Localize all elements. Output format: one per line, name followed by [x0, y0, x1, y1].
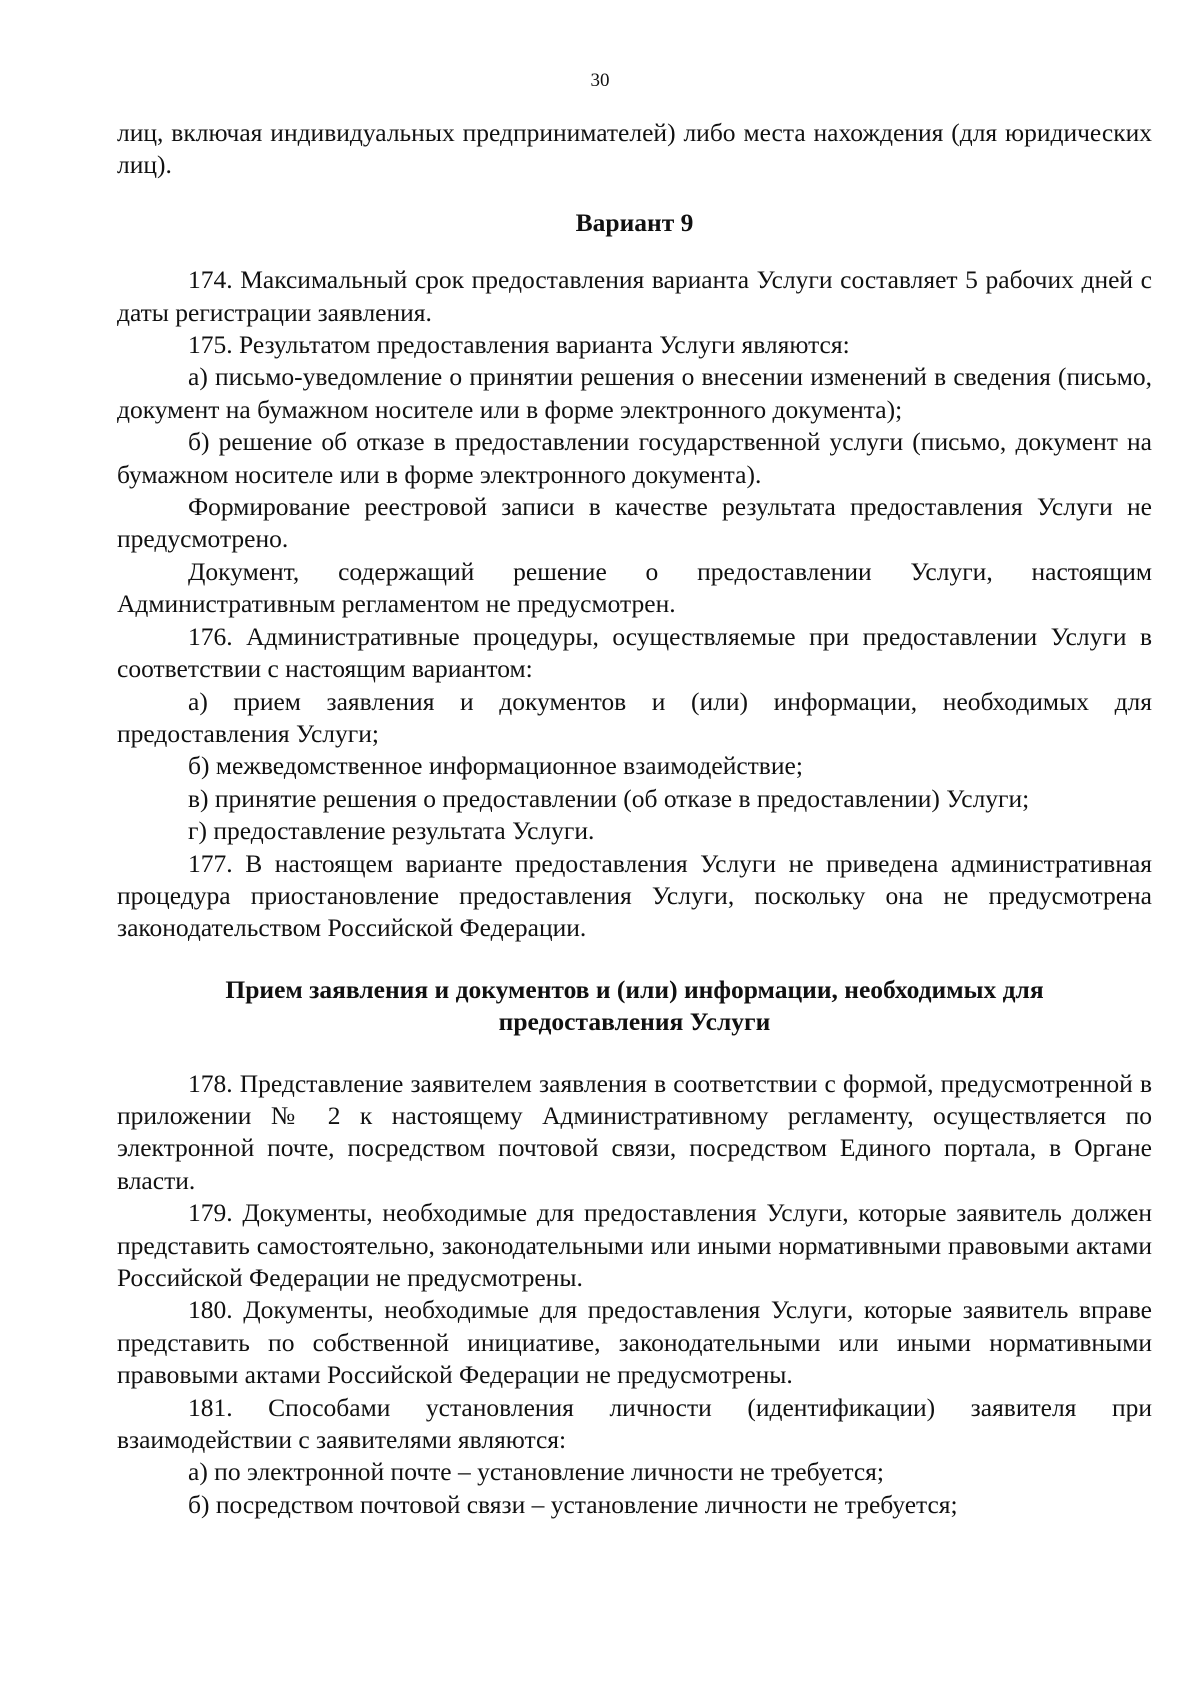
paragraph-181-a: а) по электронной почте – установление личности не требуется; [188, 1457, 884, 1487]
paragraph-175-b: б) решение об отказе в предоставлении государственной услуги (письмо, документ на бумажном носителе или в форме электронного документа). [117, 427, 1152, 489]
document-body [117, 117, 1152, 1521]
paragraph-176-b: б) межведомственное информационное взаимодействие; [188, 751, 803, 781]
paragraph-177: 177. В настоящем варианте предоставления Услуги не приведена административная процедура приостановление предоставления Услуги, поскольку она не предусмотрена законодательством Российской Федерации. [117, 848, 1152, 943]
paragraph-176-a: а) прием заявления и документов и (или) информации, необходимых для предоставления Услуги; [117, 686, 1152, 748]
variant-heading: Вариант 9 [575, 207, 694, 237]
paragraph-174: 174. Максимальный срок предоставления варианта Услуги составляет 5 рабочих дней с даты регистрации заявления. [117, 265, 1152, 327]
paragraph-178: 178. Представление заявителем заявления в соответствии с формой, предусмотренной в приложении № 2 к настоящему Административному регламенту, осуществляется по электронной почте, посредством почтовой связи, посредством Единого портала, в Органе власти. [117, 1068, 1152, 1195]
paragraph-176-v: в) принятие решения о предоставлении (об отказе в предоставлении) Услуги; [188, 783, 1030, 813]
paragraph-176: 176. Административные процедуры, осуществляемые при предоставлении Услуги в соответствии с настоящим вариантом: [117, 621, 1152, 684]
paragraph-registry-note: Формирование реестровой записи в качестве результата предоставления Услуги не предусмотрено. [117, 492, 1152, 554]
paragraph-180: 180. Документы, необходимые для предоставления Услуги, которые заявитель вправе представить по собственной инициативе, законодательными или иными нормативными правовыми актами Российской Федерации не предусмотрены. [117, 1295, 1152, 1390]
page-number: 30 [590, 70, 610, 91]
paragraph-179: 179. Документы, необходимые для предоставления Услуги, которые заявитель должен представить самостоятельно, законодательными или иными нормативными правовыми актами Российской Федерации не предусмотрены. [117, 1198, 1152, 1292]
paragraph-181: 181. Способами установления личности (идентификации) заявителя при взаимодействии с заявителями являются: [117, 1392, 1152, 1455]
section-one [117, 264, 1152, 945]
intro-paragraph: лиц, включая индивидуальных предпринимателей) либо места нахождения (для юридических лиц). [117, 118, 1152, 180]
paragraph-176-g: г) предоставление результата Услуги. [188, 816, 595, 846]
section-two [117, 1068, 1152, 1522]
paragraph-document-note: Документ, содержащий решение о предоставлении Услуги, настоящим Административным регламентом не предусмотрен. [117, 556, 1152, 619]
paragraph-181-b: б) посредством почтовой связи – установление личности не требуется; [188, 1489, 958, 1519]
section-heading: Прием заявления и документов и (или) информации, необходимых для предоставления Услуги [225, 974, 1044, 1037]
paragraph-175-a: а) письмо-уведомление о принятии решения о внесении изменений в сведения (письмо, документ на бумажном носителе или в форме электронного документа); [117, 362, 1152, 424]
paragraph-175: 175. Результатом предоставления варианта Услуги являются: [188, 330, 850, 360]
